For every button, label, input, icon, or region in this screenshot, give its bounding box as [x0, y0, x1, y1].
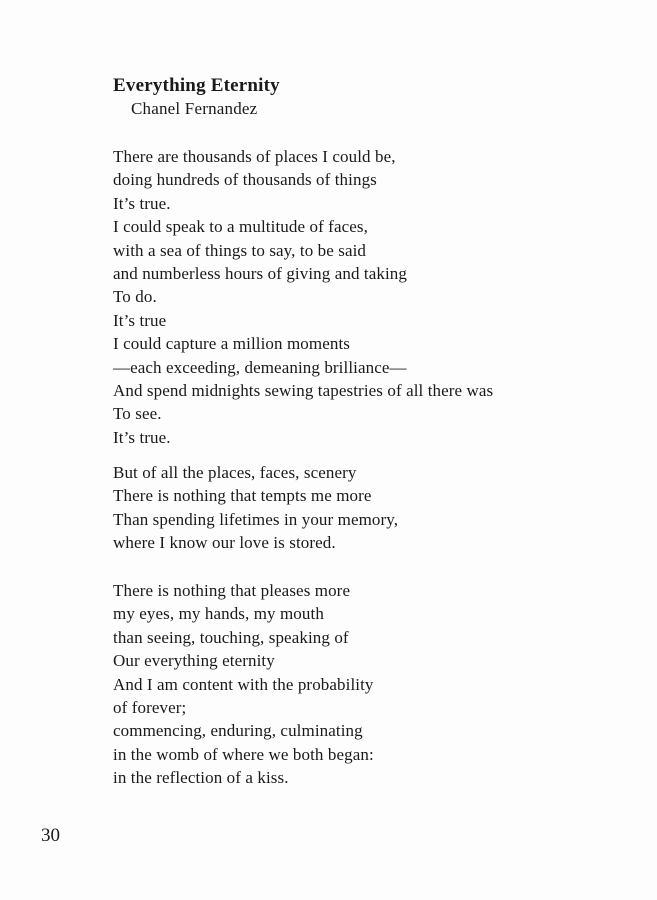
poem-line: doing hundreds of thousands of things [113, 170, 377, 190]
poem-line: There is nothing that tempts me more [113, 486, 372, 506]
poem-line: commencing, enduring, culminating [113, 721, 363, 741]
stanza-2 [113, 461, 398, 555]
stanza-3 [113, 579, 374, 790]
poem-line: Our everything eternity [113, 651, 275, 671]
poem-line: my eyes, my hands, my mouth [113, 604, 324, 624]
poem-line: And I am content with the probability [113, 674, 374, 694]
poem-line: with a sea of things to say, to be said [113, 240, 367, 260]
poem-line: I could speak to a multitude of faces, [113, 217, 368, 237]
poem-line: and numberless hours of giving and taking [113, 264, 407, 284]
poem-line: Than spending lifetimes in your memory, [113, 509, 399, 529]
poem-line: But of all the places, faces, scenery [113, 463, 357, 482]
stanza-1 [113, 145, 493, 449]
poem-line: of forever; [113, 698, 187, 718]
poem-line: in the womb of where we both began: [113, 744, 374, 764]
poem-line: than seeing, touching, speaking of [113, 627, 349, 647]
poem-line: To do. [113, 287, 157, 307]
poem-title: Everything Eternity [113, 75, 280, 96]
poem-line: where I know our love is stored. [113, 533, 336, 553]
poem-author: Chanel Fernandez [131, 99, 258, 118]
poem-line: There is nothing that pleases more [113, 581, 351, 600]
poem-line: To see. [113, 404, 162, 424]
poem-line: It’s true [113, 310, 167, 330]
poem-line: And spend midnights sewing tapestries of all there was [113, 381, 494, 401]
poem-line: It’s true. [113, 427, 171, 447]
poem-line: in the reflection of a kiss. [113, 768, 289, 788]
poem-line: There are thousands of places I could be, [113, 147, 396, 166]
poem-line: It’s true. [113, 193, 171, 213]
poem-line: —each exceeding, demeaning brilliance— [113, 357, 407, 377]
page-number: 30 [41, 825, 60, 846]
poem-line: I could capture a million moments [113, 334, 350, 354]
